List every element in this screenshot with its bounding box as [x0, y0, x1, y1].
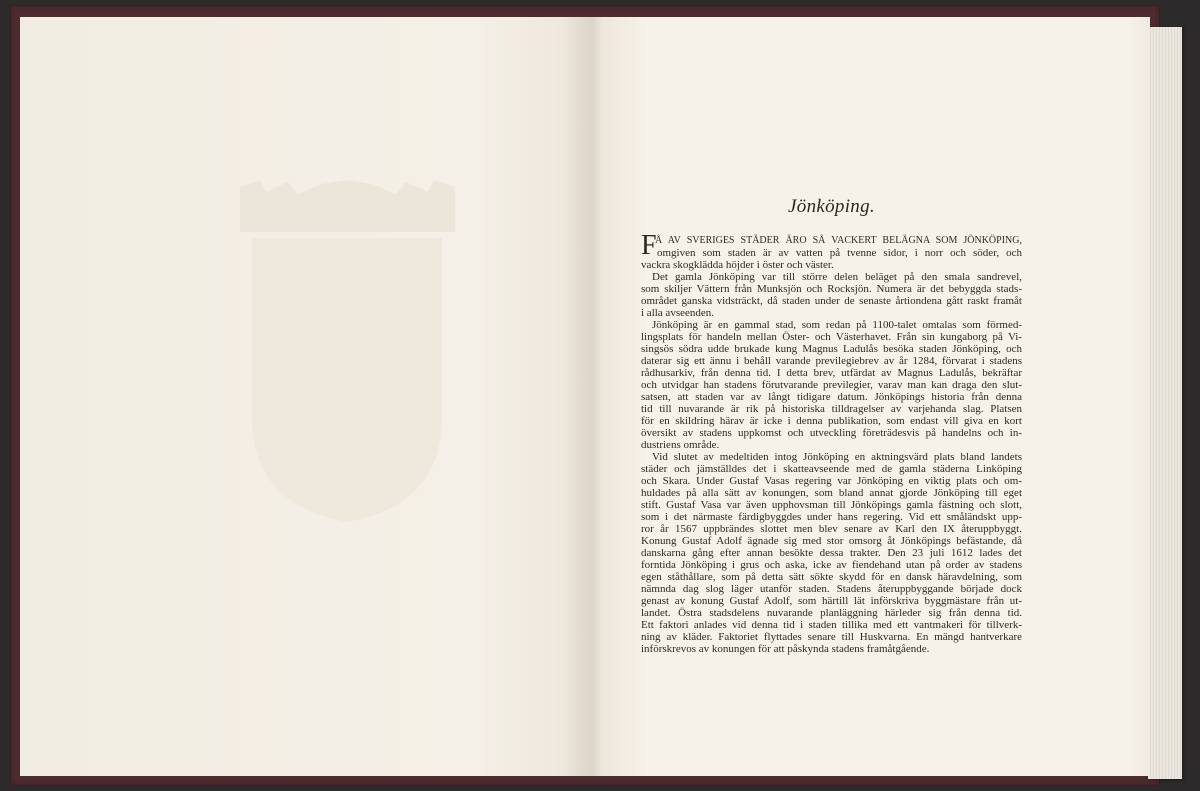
- text-line: egen ståthållare, som på detta sätt sökte skydd för en dansk häravdelning, som: [641, 571, 1022, 583]
- text-line: Ett faktori anlades vid denna tid i staden tillika med ett vantmakeri för tillverk-: [641, 619, 1022, 631]
- text-line: satsen, att staden var av långt tidigare datum. Jönköpings historia från denna: [641, 391, 1022, 403]
- text-line: forntida Jönköping i grus och aska, icke av fiendehand utan på order av stadens: [641, 559, 1022, 571]
- left-page: [20, 17, 591, 776]
- text-line: Å AV SVERIGES STÄDER ÄRO SÅ VACKERT BELÄGNA SOM JÖNKÖPING,: [655, 235, 1022, 246]
- shield-shape: [252, 238, 442, 522]
- text-line: Vid slutet av medeltiden intog Jönköping en aktningsvärd plats bland landets: [652, 451, 1022, 463]
- text-line: tid till nuvarande är rik på historiska tilldragelser av varjehanda slag. Platsen: [641, 403, 1022, 415]
- text-line: för en skildring härav är icke i denna publikation, som endast vill giva en kort: [641, 415, 1022, 427]
- text-line: omgiven som staden är av vatten på tvenne sidor, i norr och söder, och: [657, 247, 1022, 259]
- page-stack-edge: [1148, 27, 1182, 779]
- crown-shape: [240, 180, 455, 232]
- text-line: lingsplats för handeln mellan Öster- och Västerhavet. Från sin kungaborg på Vi-: [641, 331, 1022, 343]
- text-line: ning av kläder. Faktoriet flyttades senare till Huskvarna. En mängd hantverkare: [641, 631, 1022, 643]
- text-line: som skiljer Vättern från Munksjön och Rocksjön. Numera är det bebyggda stads-: [641, 283, 1022, 295]
- text-line: Det gamla Jönköping var till större delen beläget på den smala sandrevel,: [652, 271, 1022, 283]
- paragraph: [641, 230, 1022, 271]
- text-line: huldades på alla sätt av konungen, som bland annat gjorde Jönköping till eget: [641, 487, 1022, 499]
- text-line: vackra skogklädda höjder i öster och väster.: [641, 259, 834, 271]
- text-line: ror år 1567 uppbrändes slottet men blev senare av Karl den IX återuppbyggt.: [641, 523, 1022, 535]
- text-line: som i det närmaste färdigbyggdes under hans regering. Vid ett småländskt upp-: [641, 511, 1022, 523]
- text-line: Jönköping är en gammal stad, som redan på 1100-talet omtalas som förmed-: [652, 319, 1022, 331]
- text-line: dustriens område.: [641, 439, 720, 451]
- chapter-title: Jönköping.: [788, 196, 875, 217]
- text-line: genast av konung Gustaf Adolf, som härtill lät införskriva byggmästare från ut-: [641, 595, 1022, 607]
- text-line: singsös södra udde brukade kung Magnus Ladulås besöka staden Jönköping, och: [641, 343, 1022, 355]
- text-line: rådhusarkiv, från denna tid. I detta brev, utfärdat av Magnus Ladulås, bekräftar: [641, 367, 1022, 379]
- drop-cap: F: [641, 230, 657, 261]
- text-line: och utvidgar han stadens förutvarande previlegier, varav man kan draga den slut-: [641, 379, 1022, 391]
- paragraph: [641, 271, 1022, 319]
- text-line: och Skara. Under Gustaf Vasas regering var Jönköping en viktig plats och om-: [641, 475, 1022, 487]
- text-line: daterar sig ett ännu i behåll varande previlegiebrev av år 1284, förvarat i stadens: [641, 355, 1022, 367]
- body-text: [641, 230, 1022, 655]
- text-line: området ganska vidsträckt, då staden under de senaste årtiondena gått raskt framåt: [641, 295, 1022, 307]
- text-line: danskarna gång efter annan besökte dessa trakter. Den 23 juli 1612 lades det: [641, 547, 1022, 559]
- text-line: stift. Gustaf Vasa var även upphovsman till Jönköpings gamla fästning och slott,: [641, 499, 1022, 511]
- text-line: Konung Gustaf Adolf ägnade sig med stor omsorg åt Jönköpings befästande, då: [641, 535, 1022, 547]
- paragraph: [641, 451, 1022, 655]
- paragraph: [641, 319, 1022, 451]
- coat-of-arms-show-through: [20, 17, 591, 776]
- text-line: införskrevos av konungen för att påskynda stadens framåtgående.: [641, 643, 930, 655]
- text-line: landet. Östra stadsdelens nuvarande planläggning härleder sig från denna tid.: [641, 607, 1022, 619]
- text-line: översikt av stadens uppkomst och utveckling företrädesvis på handelns och in-: [641, 427, 1022, 439]
- text-line: nämnda dag slog läger utanför staden. Stadens återuppbyggande började dock: [641, 583, 1022, 595]
- text-line: städer och jämställdes det i skatteavseende med de gamla städerna Linköping: [641, 463, 1022, 475]
- text-line: i alla avseenden.: [641, 307, 714, 319]
- right-page: [591, 17, 1150, 776]
